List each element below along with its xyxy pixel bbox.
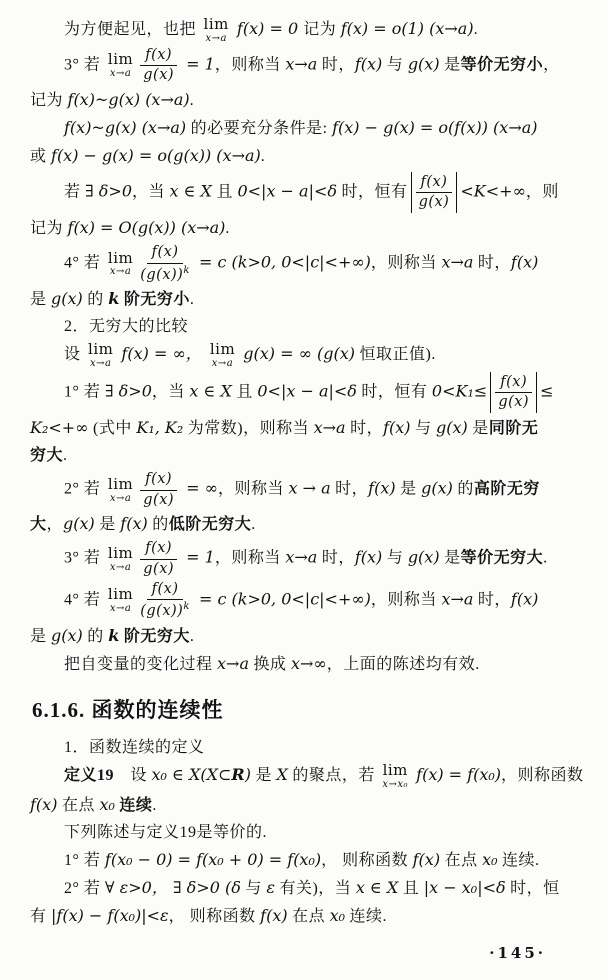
limit-subscript: x→a xyxy=(205,32,227,44)
math-run: g(x) xyxy=(51,625,83,645)
text-run: . xyxy=(152,796,157,814)
text-run: 1．函数连续的定义 xyxy=(64,739,205,757)
text-line xyxy=(30,736,590,760)
text-run: 连续. xyxy=(497,851,540,869)
math-run: K₂<+∞ xyxy=(30,418,89,438)
math-run: f(x) = o(1) (x→a) xyxy=(340,19,474,39)
text-run: 是 xyxy=(30,627,52,645)
text-run: 是 xyxy=(395,481,422,499)
text-line xyxy=(30,876,590,901)
math-run: ≤ xyxy=(540,381,554,401)
fraction-denominator: g(x) xyxy=(143,491,175,508)
fraction xyxy=(140,471,177,509)
text-run: ，则称当 xyxy=(214,56,286,74)
math-run: g(x) = ∞ (g(x) xyxy=(238,343,356,363)
math-run: f(x) xyxy=(383,418,411,438)
text-line xyxy=(30,904,590,929)
absolute-value-bars xyxy=(411,172,458,214)
text-run: 时，恒 xyxy=(505,879,560,897)
text-run: (式中 xyxy=(88,420,137,438)
text-run: 恒取正值). xyxy=(355,345,436,363)
math-run: 0<|x − a|<δ xyxy=(237,181,338,201)
text-run: ， 则称函数 xyxy=(321,851,413,869)
text-run: 的必要充分条件是: xyxy=(186,119,333,137)
text-line xyxy=(30,47,590,85)
fraction xyxy=(416,174,453,212)
text-run: ， xyxy=(46,516,64,534)
bold-term: 等价无穷小 xyxy=(460,56,544,74)
text-run: . xyxy=(473,21,479,39)
math-run: = c (k>0, 0<|c|<+∞) xyxy=(193,589,371,609)
bold-term: 大 xyxy=(30,516,47,534)
text-run: 设 xyxy=(114,767,152,785)
text-run: 的聚点，若 xyxy=(287,767,380,785)
fraction-numerator: f(x) xyxy=(147,244,184,263)
text-run: ，则称当 xyxy=(214,549,286,567)
fraction-numerator: f(x) xyxy=(416,174,453,193)
math-run: g(x) xyxy=(407,547,440,567)
math-run: x₀ xyxy=(99,794,115,814)
text-run: . xyxy=(189,91,195,109)
text-run: ，则称函数 xyxy=(501,767,584,785)
limit-operator: lim x→a xyxy=(107,585,134,615)
text-run: . xyxy=(189,627,195,645)
text-run: ，上面的陈述均有效. xyxy=(326,655,480,673)
limit-subscript: x→a xyxy=(109,561,132,573)
text-run: ，则称当 xyxy=(218,481,289,499)
text-run: 有关)，当 xyxy=(274,879,356,897)
math-run: f(x)~g(x) (x→a) xyxy=(67,89,190,109)
fraction-numerator: f(x) xyxy=(495,374,532,393)
bold-math-run: k xyxy=(108,625,120,645)
text-run: 把自变量的变化过程 xyxy=(64,655,218,673)
fraction-numerator: f(x) xyxy=(147,581,184,600)
text-line xyxy=(30,581,590,621)
text-run: 的 xyxy=(452,481,474,499)
text-line xyxy=(30,793,590,818)
math-run: = 1 xyxy=(181,54,215,74)
limit-operator: lim x→a xyxy=(209,339,236,369)
text-run: 2° 若 xyxy=(64,879,105,897)
text-run: 在点 xyxy=(287,907,330,925)
text-run: ，则 xyxy=(525,183,559,201)
text-line xyxy=(30,848,590,873)
text-line xyxy=(30,763,590,790)
text-run: 是 xyxy=(439,56,461,74)
math-run: ∃ δ>0 xyxy=(104,381,152,401)
exponent: k xyxy=(183,601,190,613)
math-run: g(x) xyxy=(51,288,83,308)
math-run: x→a xyxy=(285,54,318,74)
math-run: 0<K₁≤ xyxy=(431,381,488,401)
text-run: 换成 xyxy=(248,655,291,673)
bold-term: 等价无穷大 xyxy=(460,549,544,567)
math-run: f(x) xyxy=(510,589,539,609)
text-run: 且 xyxy=(211,183,238,201)
text-line xyxy=(30,287,590,312)
fraction xyxy=(140,540,177,578)
limit-operator: lim x→a xyxy=(107,543,134,573)
math-run: f(x) xyxy=(354,54,383,74)
absolute-value-bars xyxy=(490,372,537,414)
text-run: 1° 若 xyxy=(64,383,105,401)
text-run: . xyxy=(189,290,195,308)
text-run: . xyxy=(225,220,230,238)
math-run: = c (k>0, 0<|c|<+∞) xyxy=(193,252,371,272)
limit-subscript: x→a xyxy=(109,68,132,80)
bold-term: 定义19 xyxy=(64,767,115,785)
text-run: 与 xyxy=(240,879,267,897)
math-run: x→a xyxy=(441,589,474,609)
math-run: X xyxy=(276,765,288,785)
math-run: K₁, K₂ xyxy=(136,418,184,438)
text-run: . xyxy=(63,447,68,465)
text-line xyxy=(30,652,590,677)
bold-term: 穷大 xyxy=(30,447,64,465)
math-run: ε xyxy=(266,877,275,897)
bold-term: 高阶无穷 xyxy=(473,481,540,499)
math-run: x ∈ X xyxy=(169,181,212,201)
fraction-denominator: g(x) xyxy=(143,67,175,84)
text-run: 时， xyxy=(473,591,511,609)
math-run: x→∞ xyxy=(291,653,327,673)
math-run: f(x) xyxy=(368,479,396,499)
math-run: x₀ xyxy=(329,905,346,925)
fraction-denominator: $(g(x))^k$ xyxy=(140,264,190,283)
text-line xyxy=(30,821,590,845)
math-run: g(x) xyxy=(63,514,95,534)
math-run: f(x) − g(x) = o(g(x)) (x→a) xyxy=(51,145,261,165)
text-run: 连续. xyxy=(345,907,388,925)
bold-math-run: k xyxy=(108,288,120,308)
limit-operator: lim x→a xyxy=(107,50,134,80)
text-run: 在点 xyxy=(57,796,100,814)
text-run: 4° 若 xyxy=(64,591,105,609)
math-run: x→a xyxy=(441,252,474,272)
math-run: g(x) xyxy=(407,54,440,74)
math-run: g(x) xyxy=(421,479,453,499)
text-run: 或 xyxy=(30,147,52,165)
text-line xyxy=(30,244,590,284)
text-line xyxy=(30,17,590,44)
text-run: 时， xyxy=(330,481,369,499)
bold-math-run: R xyxy=(231,765,245,785)
text-run: 的 xyxy=(82,627,109,645)
text-run: 6.1.6. 函数的连续性 xyxy=(32,697,224,722)
limit-subscript: x→a xyxy=(89,357,112,369)
bold-term: 同阶无 xyxy=(488,420,539,438)
text-run: 是 xyxy=(467,420,489,438)
fraction-denominator: g(x) xyxy=(498,394,530,411)
text-line xyxy=(30,339,590,369)
limit-subscript: x→a xyxy=(109,603,132,615)
math-run: f(x) = ∞， xyxy=(116,343,207,363)
text-line xyxy=(30,540,590,578)
text-run: 与 xyxy=(382,549,408,567)
text-line xyxy=(30,88,590,113)
math-run: ) xyxy=(244,765,251,785)
text-run: 且 xyxy=(398,879,424,897)
fraction-denominator: $(g(x))^k$ xyxy=(140,601,190,620)
math-run: = ∞ xyxy=(181,479,218,499)
text-line xyxy=(30,372,590,414)
text-line xyxy=(30,216,590,241)
math-run: f(x) − g(x) = o(f(x)) (x→a) xyxy=(332,117,538,137)
math-run: |x − x₀|<δ xyxy=(423,877,506,897)
text-run: 记为 xyxy=(30,91,68,109)
fraction-denominator: g(x) xyxy=(418,193,450,210)
text-run: 的 xyxy=(82,290,109,308)
math-run: ∀ ε>0， ∃ δ>0 (δ xyxy=(104,877,241,897)
fraction xyxy=(140,47,177,85)
text-run: ，则称当 xyxy=(370,591,442,609)
text-run: 时， xyxy=(473,254,511,272)
math-run: 0<|x − a|<δ xyxy=(257,381,357,401)
text-run: . xyxy=(260,147,266,165)
math-run: g(x) xyxy=(436,418,468,438)
fraction-numerator: f(x) xyxy=(140,47,177,66)
math-run: <K<+∞ xyxy=(460,181,526,201)
limit-operator: lim x→a xyxy=(107,474,134,504)
text-run: 时，恒有 xyxy=(337,183,408,201)
math-run: x₀ xyxy=(482,849,498,869)
text-run: 下列陈述与定义19是等价的. xyxy=(64,823,268,841)
text-line xyxy=(30,471,590,509)
bold-term: 阶无穷小 xyxy=(123,290,190,308)
math-run: x→a xyxy=(285,547,318,567)
text-run: 与 xyxy=(382,56,408,74)
text-run: 4° 若 xyxy=(64,254,105,272)
math-run: = 1 xyxy=(181,547,215,567)
text-line xyxy=(30,315,590,339)
math-run: f(x) = f(x₀) xyxy=(411,765,501,785)
text-run: 2° 若 xyxy=(64,481,105,499)
math-run: f(x) xyxy=(260,905,288,925)
math-run: x → a xyxy=(288,479,331,499)
text-run: ，当 xyxy=(151,383,190,401)
page-body xyxy=(30,17,590,929)
text-line xyxy=(30,624,590,649)
math-run: f(x) = 0 xyxy=(231,19,304,39)
text-run: 3° 若 xyxy=(64,549,105,567)
bold-term: 低阶无穷大 xyxy=(168,516,252,534)
text-run: 1° 若 xyxy=(64,851,105,869)
text-run: 是 xyxy=(30,290,52,308)
math-run: x ∈ X xyxy=(355,877,399,897)
math-run: x ∈ X xyxy=(189,381,232,401)
math-run: x→a xyxy=(313,418,346,438)
text-line xyxy=(30,444,590,468)
text-run: 记为 xyxy=(303,21,341,39)
text-run: 时， xyxy=(317,549,355,567)
limit-subscript: x→a xyxy=(211,357,234,369)
text-line xyxy=(30,144,590,169)
fraction xyxy=(495,374,532,412)
fraction xyxy=(140,244,190,284)
text-run: 记为 xyxy=(30,220,68,238)
math-run: f(x) xyxy=(120,514,148,534)
text-line xyxy=(30,172,590,214)
text-run: 时， xyxy=(317,56,355,74)
text-run: 的 xyxy=(147,516,169,534)
limit-subscript: x→a xyxy=(109,266,132,278)
limit-operator: lim x→x₀ xyxy=(382,761,409,790)
text-run: 3° 若 xyxy=(64,56,105,74)
fraction-numerator: f(x) xyxy=(140,540,177,559)
page-number: ·145· xyxy=(489,944,546,962)
text-run: 为方便起见，也把 xyxy=(64,21,201,39)
text-run: 是 xyxy=(439,549,461,567)
text-run: ，当 xyxy=(132,183,170,201)
math-run: x₀ ∈ X(X⊂ xyxy=(151,765,232,785)
limit-operator: lim x→a xyxy=(88,339,114,369)
math-run: f(x) xyxy=(354,547,383,567)
text-run: 设 xyxy=(64,345,86,363)
math-run: f(x) xyxy=(412,849,441,869)
limit-operator: lim x→a xyxy=(107,248,134,278)
bold-term: 阶无穷大 xyxy=(123,627,190,645)
text-line xyxy=(30,512,590,537)
text-run: 是 xyxy=(94,516,121,534)
math-run: f(x) xyxy=(510,252,539,272)
limit-subscript: x→x₀ xyxy=(382,778,409,790)
text-run: 为常数)，则称当 xyxy=(183,420,314,438)
text-run: 2．无穷大的比较 xyxy=(64,317,189,335)
text-run: ， 则称函数 xyxy=(168,907,261,925)
text-run: ， xyxy=(543,56,560,74)
text-run: . xyxy=(543,549,548,567)
text-run: 时，恒有 xyxy=(356,383,432,401)
fraction xyxy=(140,581,190,621)
limit-operator: lim x→a xyxy=(203,15,229,44)
text-run: . xyxy=(251,516,256,534)
math-run: f(x) = O(g(x)) (x→a) xyxy=(67,218,226,238)
math-run: ∃ δ>0 xyxy=(85,181,132,201)
limit-subscript: x→a xyxy=(109,492,132,504)
fraction-numerator: f(x) xyxy=(140,471,177,490)
text-run: 时， xyxy=(345,420,384,438)
text-run: ，则称当 xyxy=(370,254,442,272)
fraction-denominator: g(x) xyxy=(143,560,175,577)
bold-term: 连续 xyxy=(119,796,153,814)
text-run: 有 xyxy=(30,907,52,925)
math-run: f(x)~g(x) (x→a) xyxy=(64,117,187,137)
math-run: f(x) xyxy=(30,794,58,814)
math-run: |f(x) − f(x₀)|<ε xyxy=(51,905,169,925)
section-heading xyxy=(30,695,590,727)
text-run: 在点 xyxy=(440,851,483,869)
text-run: 是 xyxy=(250,767,277,785)
text-line xyxy=(30,416,590,441)
exponent: k xyxy=(183,264,190,276)
text-run: 且 xyxy=(231,383,258,401)
text-run: 若 xyxy=(64,183,86,201)
math-run: f(x₀ − 0) = f(x₀ + 0) = f(x₀) xyxy=(104,849,322,869)
text-run: 与 xyxy=(410,420,437,438)
text-line xyxy=(30,116,590,141)
math-run: x→a xyxy=(217,653,249,673)
